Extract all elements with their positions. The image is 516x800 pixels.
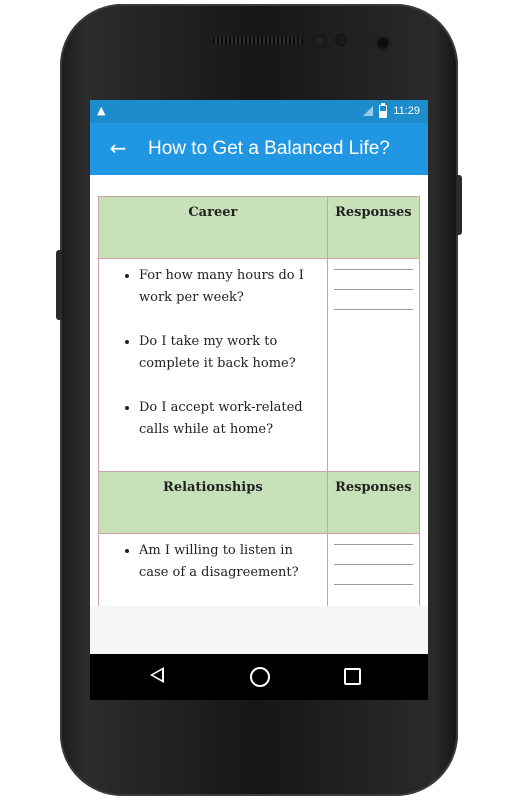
phone-side-button-left xyxy=(56,250,62,320)
recents-square-icon[interactable] xyxy=(344,668,361,685)
back-triangle-icon[interactable] xyxy=(150,667,164,683)
response-line[interactable] xyxy=(334,269,413,270)
response-line[interactable] xyxy=(334,309,413,310)
navigation-bar xyxy=(90,654,428,700)
bottom-blank-area xyxy=(90,606,428,654)
status-time: 11:29 xyxy=(393,105,420,117)
status-bar xyxy=(90,100,428,123)
phone-power-button xyxy=(456,175,462,235)
phone-sensor xyxy=(314,35,326,47)
response-line[interactable] xyxy=(334,544,413,545)
status-icons xyxy=(363,104,420,118)
responses-header: Responses xyxy=(327,472,419,534)
response-line[interactable] xyxy=(334,564,413,565)
home-circle-icon[interactable] xyxy=(250,667,270,687)
signal-icon xyxy=(363,106,373,116)
response-line[interactable] xyxy=(334,584,413,585)
response-line[interactable] xyxy=(334,289,413,290)
phone-sensor xyxy=(335,34,347,46)
phone-camera xyxy=(374,34,392,52)
battery-icon xyxy=(379,105,387,118)
section-header-relationships: Relationships xyxy=(99,472,328,534)
app-bar xyxy=(90,123,428,175)
responses-header: Responses xyxy=(327,197,419,259)
table-row xyxy=(99,259,420,472)
screen xyxy=(90,100,428,700)
question-item: • Do I take my work to complete it back home? xyxy=(139,331,317,375)
question-item: • For how many hours do I work per week? xyxy=(139,265,317,309)
table-header-row xyxy=(99,472,420,534)
arrow-left-icon[interactable]: ← xyxy=(109,136,127,160)
question-item: • Do I accept work-related calls while at home? xyxy=(139,397,317,441)
table-header-row xyxy=(99,197,420,259)
phone-speaker xyxy=(213,37,303,45)
responses-cell xyxy=(327,259,419,472)
question-item: • Am I willing to listen in case of a disagreement? xyxy=(139,540,317,584)
android-notification-icon: ▲ xyxy=(97,104,106,117)
section-header-career: Career xyxy=(99,197,328,259)
questions-cell xyxy=(99,259,328,472)
page-title: How to Get a Balanced Life? xyxy=(148,138,390,159)
content-area[interactable] xyxy=(90,175,428,606)
